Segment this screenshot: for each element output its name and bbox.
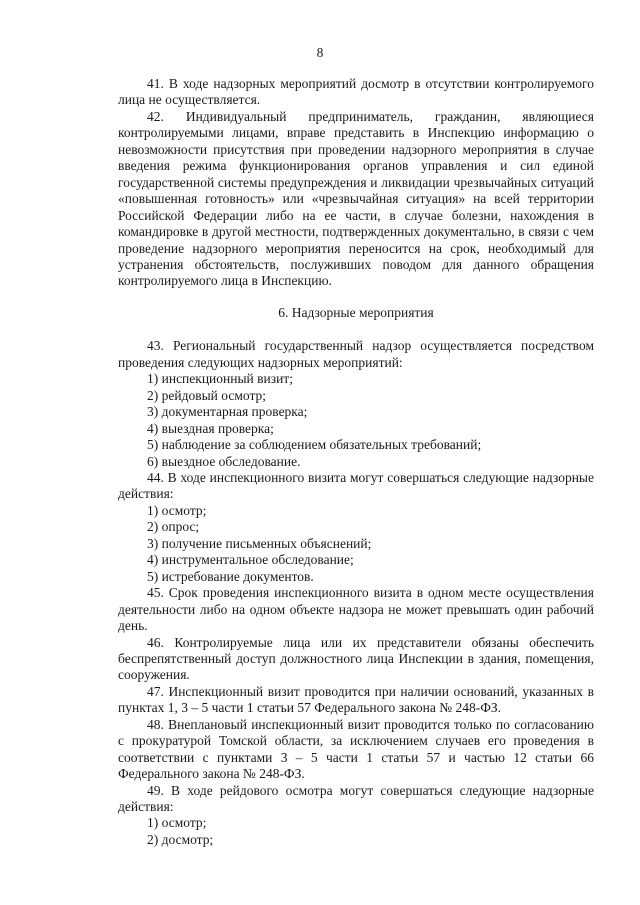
paragraph-49: 49. В ходе рейдового осмотра могут совершаться следующие надзорные действия: <box>118 782 594 815</box>
paragraph-48: 48. Внеплановый инспекционный визит проводится только по согласованию с прокуратурой Томской области, за исключением случаев его проведения в соответствии с пунктами 3 – 5 части 1 статьи 57 и частью 12 статьи 66 Федерального закона № 248-ФЗ. <box>118 716 594 782</box>
document-body <box>118 76 594 848</box>
list-item: 6) выездное обследование. <box>147 453 301 469</box>
list-item: 1) осмотр; <box>147 815 207 831</box>
list-item: 3) получение письменных объяснений; <box>147 535 372 551</box>
list-item: 4) инструментальное обследование; <box>147 552 354 568</box>
paragraph-46: 46. Контролируемые лица или их представители обязаны обеспечить беспрепятственный доступ должностного лица Инспекции в здания, помещения, сооружения. <box>118 634 594 683</box>
paragraph-43: 43. Региональный государственный надзор осуществляется посредством проведения следующих надзорных мероприятий: <box>118 338 594 370</box>
paragraph-41: 41. В ходе надзорных мероприятий досмотр в отсутствии контролируемого лица не осуществляется. <box>118 76 594 108</box>
list-item: 5) наблюдение за соблюдением обязательных требований; <box>147 437 482 453</box>
list-item: 4) выездная проверка; <box>147 420 274 436</box>
list-item: 2) досмотр; <box>147 831 214 847</box>
list-item: 1) инспекционный визит; <box>147 371 293 387</box>
list-item: 5) истребование документов. <box>147 568 314 584</box>
page-number: 8 <box>316 45 324 60</box>
list-item: 2) опрос; <box>147 519 200 535</box>
list-item: 3) документарная проверка; <box>147 404 308 420</box>
paragraph-44: 44. В ходе инспекционного визита могут совершаться следующие надзорные действия: <box>118 469 594 502</box>
section-heading: 6. Надзорные мероприятия <box>278 304 434 320</box>
paragraph-42: 42. Индивидуальный предприниматель, гражданин, являющиеся контролируемыми лицами, вправе представить в Инспекцию информацию о невозможности присутствия при проведении надзорного мероприятия в случае введения режима функционирования органов управления и сил единой государственной системы предупреждения и ликвидации чрезвычайных ситуаций «повышенная готовность» или «чрезвычайная ситуация» на всей территории Российской Федерации либо на ее части, в случае болезни, нахождения в командировке в другой местности, подтвержденных документально, в связи с чем проведение надзорного мероприятия переносится на срок, необходимый для устранения обстоятельств, послуживших поводом для данного обращения контролируемого лица в Инспекцию. <box>118 108 594 289</box>
paragraph-47: 47. Инспекционный визит проводится при наличии оснований, указанных в пунктах 1, 3 – 5 части 1 статьи 57 Федерального закона № 248-ФЗ. <box>118 683 594 716</box>
paragraph-45: 45. Срок проведения инспекционного визита в одном месте осуществления деятельности либо на одном объекте надзора не может превышать один рабочий день. <box>118 585 594 634</box>
list-item: 2) рейдовый осмотр; <box>147 387 267 403</box>
list-item: 1) осмотр; <box>147 502 207 518</box>
